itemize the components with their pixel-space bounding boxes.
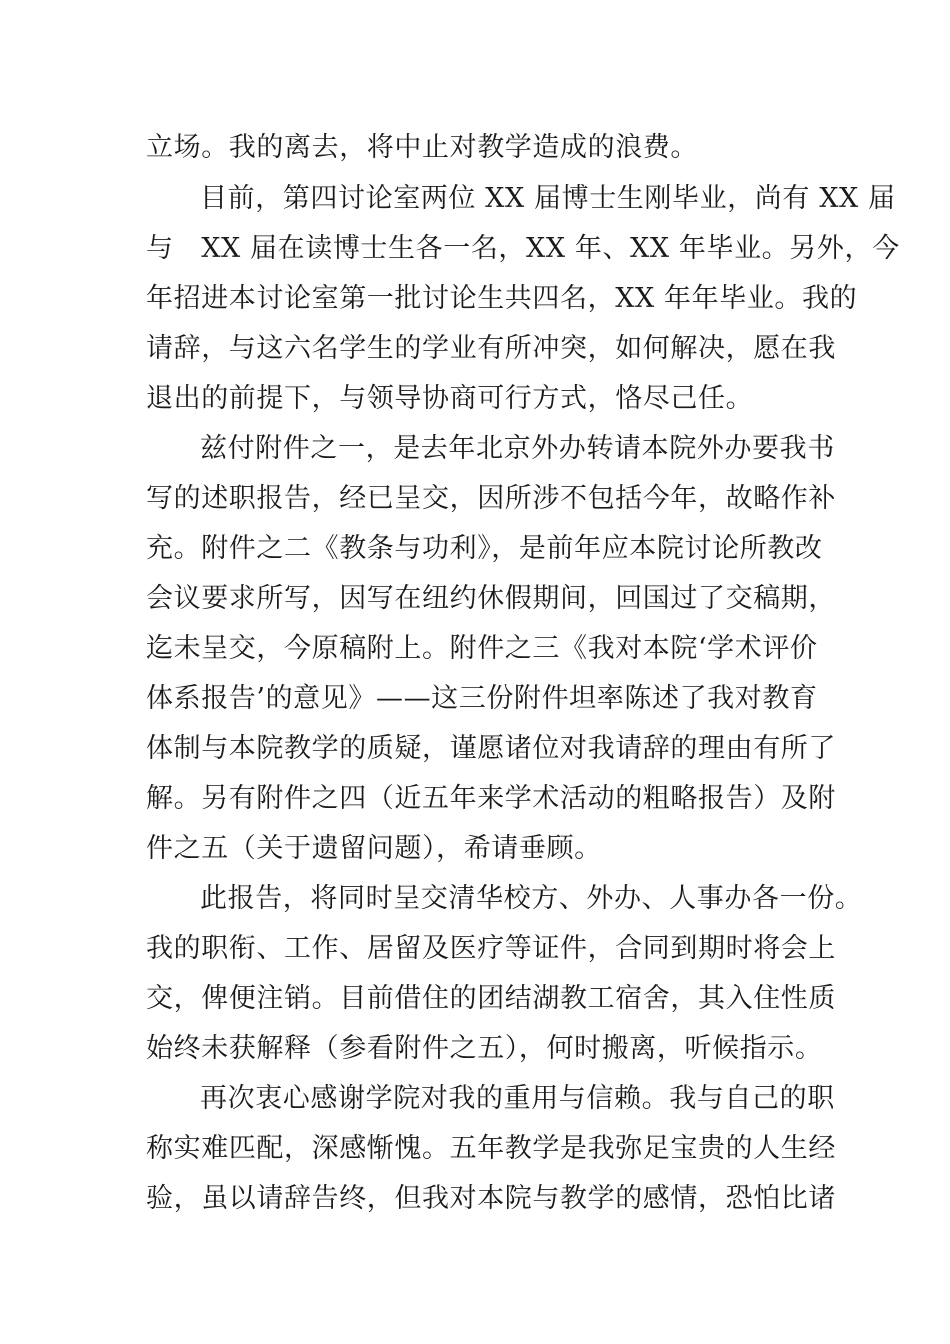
text-line: 解。另有附件之四（近五年来学术活动的粗略报告）及附 xyxy=(146,783,836,814)
text-line: 年招进本讨论室第一批讨论生共四名，XX 年年毕业。我的 xyxy=(146,283,858,314)
text-line: 迄未呈交，今原稿附上。附件之三《我对本院‘学术评价 xyxy=(146,633,818,664)
text-line: 验，虽以请辞告终，但我对本院与教学的感情，恐怕比诸 xyxy=(146,1183,836,1214)
text-line: 充。附件之二《教条与功利》，是前年应本院讨论所教改 xyxy=(146,533,823,564)
text-line: 交，俾便注销。目前借住的团结湖教工宿舍，其入住性质 xyxy=(146,983,836,1014)
text-line: 体系报告’的意见》——这三份附件坦率陈述了我对教育 xyxy=(146,683,818,714)
text-line: 兹付附件之一，是去年北京外办转请本院外办要我书 xyxy=(200,433,835,464)
text-line: 此报告，将同时呈交清华校方、外办、人事办各一份。 xyxy=(200,883,863,914)
text-line: 再次衷心感谢学院对我的重用与信赖。我与自己的职 xyxy=(200,1083,835,1114)
text-line: 称实难匹配，深感惭愧。五年教学是我弥足宝贵的人生经 xyxy=(146,1133,836,1164)
text-line: 目前，第四讨论室两位 XX 届博士生刚毕业，尚有 XX 届 xyxy=(200,183,896,214)
text-line: 会议要求所写，因写在纽约休假期间，回国过了交稿期， xyxy=(146,583,836,614)
text-line: 与 XX 届在读博士生各一名，XX 年、XX 年毕业。另外，今 xyxy=(146,233,900,264)
text-line: 退出的前提下，与领导协商可行方式，恪尽己任。 xyxy=(146,383,754,414)
text-line: 件之五（关于遗留问题），希请垂顾。 xyxy=(146,833,602,864)
text-line: 请辞，与这六名学生的学业有所冲突，如何解决，愿在我 xyxy=(146,333,836,364)
text-line: 体制与本院教学的质疑，谨愿诸位对我请辞的理由有所了 xyxy=(146,733,836,764)
text-line: 写的述职报告，经已呈交，因所涉不包括今年，故略作补 xyxy=(146,483,836,514)
text-line: 我的职衔、工作、居留及医疗等证件，合同到期时将会上 xyxy=(146,933,836,964)
text-line: 立场。我的离去，将中止对教学造成的浪费。 xyxy=(146,132,698,163)
text-line: 始终未获解释（参看附件之五），何时搬离，听候指示。 xyxy=(146,1033,823,1064)
